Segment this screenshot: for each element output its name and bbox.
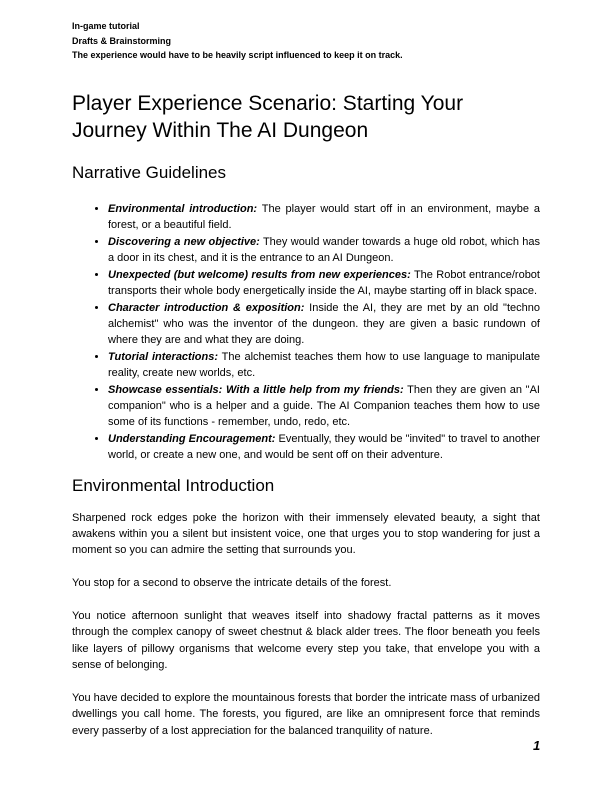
list-item (108, 267, 540, 299)
list-item (108, 201, 540, 233)
item-term: Understanding Encouragement: (108, 432, 276, 445)
list-item (108, 349, 540, 381)
header-notes (72, 19, 540, 63)
header-line: The experience would have to be heavily script influenced to keep it on track. (72, 50, 403, 60)
paragraph: You notice afternoon sunlight that weaves itself into shadowy fractal patterns as it moves through the complex canopy of sweet chestnut & black alder trees. The floor beneath you feels like layers of pillowy organisms that welcome every step you take, that envelope you with a sense of belonging. (72, 609, 540, 672)
list-item (108, 234, 540, 266)
page-title: Player Experience Scenario: Starting Your Journey Within The AI Dungeon (72, 91, 464, 142)
item-text: Eventually, they would be "invited" to travel to another world, or create a new one, and would be sent off on their adventure. (108, 432, 540, 461)
item-text: The player would start off in an environment, maybe a forest, or a beautiful field. (108, 202, 540, 231)
item-text: Then they are given an "AI companion" who is a helper and a guide. The AI Companion teaches them how to use some of its functions - remember, undo, redo, etc. (108, 383, 540, 428)
paragraph: You stop for a second to observe the intricate details of the forest. (72, 577, 392, 590)
item-text: The Robot entrance/robot transports their whole body energetically inside the AI, maybe starting off in black space. (108, 268, 540, 297)
paragraph: Sharpened rock edges poke the horizon with their immensely elevated beauty, a sight that awakens within you a silent but insistent voice, one that urges you to stop wandering for just a moment so you can admire the setting that surrounds you. (72, 511, 540, 557)
page-number: 1 (533, 738, 541, 753)
list-item (108, 431, 540, 463)
item-text: Inside the AI, they are met by an old "techno alchemist" who was the inventor of the dungeon. they are given a basic rundown of where they are and what they are doing. (108, 301, 540, 346)
item-term: Character introduction & exposition: (108, 301, 305, 314)
list-item (108, 300, 540, 348)
item-term: Tutorial interactions: (108, 350, 218, 363)
item-text: They would wander towards a huge old robot, which has a door in its chest, and it is the entrance to an AI Dungeon. (108, 235, 540, 264)
item-term: Environmental introduction: (108, 202, 258, 215)
item-term: Unexpected (but welcome) results from new experiences: (108, 268, 411, 281)
item-term: Discovering a new objective: (108, 235, 260, 248)
header-line: In-game tutorial (72, 21, 140, 31)
header-line: Drafts & Brainstorming (72, 35, 172, 46)
section-heading: Environmental Introduction (72, 475, 275, 495)
item-term: Showcase essentials: With a little help from my friends: (108, 383, 404, 396)
section-body (72, 510, 540, 740)
item-text: The alchemist teaches them how to use language to manipulate reality, create new worlds, etc. (108, 350, 540, 379)
list-item (108, 382, 540, 430)
section-heading: Narrative Guidelines (72, 162, 227, 182)
guidelines-list (72, 201, 540, 463)
paragraph: You have decided to explore the mountainous forests that border the intricate mass of urbanized dwellings you call home. The forests, you figured, are like an omnipresent force that reminds every passerby of a lost appreciation for the balanced tranquility of nature. (72, 691, 540, 737)
